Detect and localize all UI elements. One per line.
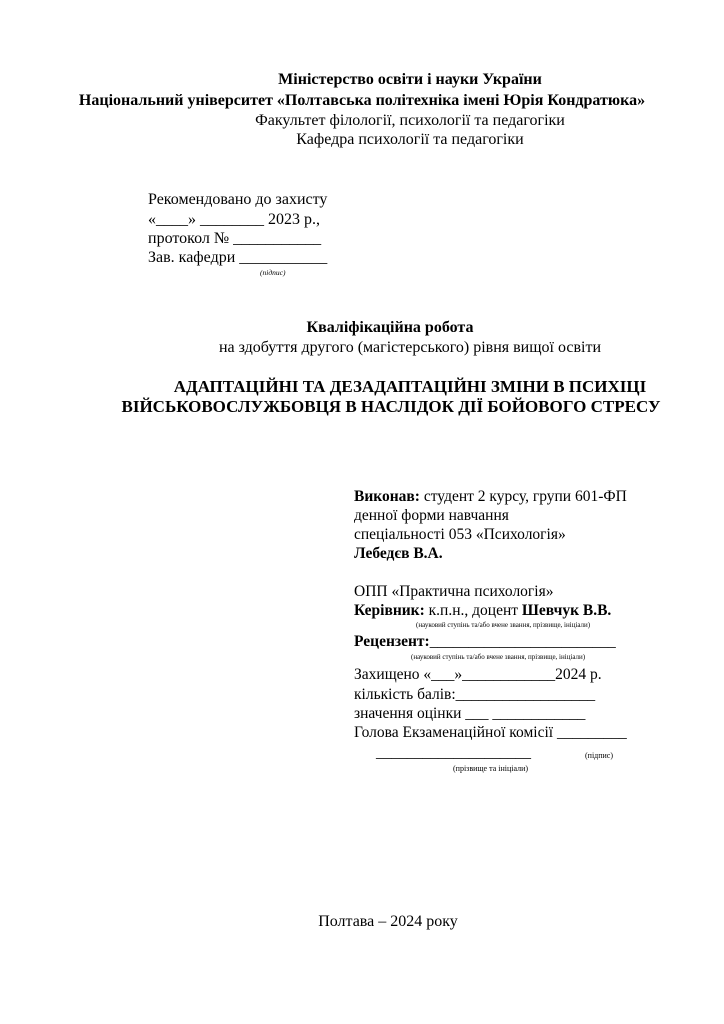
department-title: Кафедра психології та педагогіки xyxy=(296,131,524,148)
chair-signature-hint: (підпис) xyxy=(585,751,614,760)
grade-line: значення оцінки ___ ____________ xyxy=(354,705,586,722)
reviewer-label: Рецензент: xyxy=(354,633,430,650)
thesis-title-line2: ВІЙСЬКОВОСЛУЖБОВЦЯ В НАСЛІДОК ДІЇ БОЙОВОГО СТРЕСУ xyxy=(121,397,661,416)
approval-protocol: протокол № ___________ xyxy=(148,230,322,247)
reviewer-line xyxy=(354,632,616,651)
supervisor-rank: к.п.н., доцент xyxy=(424,602,522,619)
educational-program: ОПП «Практична психологія» xyxy=(354,583,554,600)
supervisor-hint: (науковий ступінь та/або вчене звання, прізвище, ініціали) xyxy=(416,621,591,629)
supervisor-name: Шевчук В.В. xyxy=(521,602,612,619)
author-study-form: денної форми навчання xyxy=(354,507,509,524)
supervisor-line xyxy=(354,601,611,620)
work-degree: на здобуття другого (магістерського) рівня вищої освіти xyxy=(218,339,602,356)
reviewer-hint: (науковий ступінь та/або вчене звання, прізвище, ініціали) xyxy=(411,653,586,661)
approval-head: Зав. кафедри ___________ xyxy=(148,249,328,266)
points-line: кількість балів:__________________ xyxy=(354,686,596,703)
author-specialty: спеціальності 053 «Психологія» xyxy=(354,526,566,543)
thesis-title-line1: АДАПТАЦІЙНІ ТА ДЕЗАДАПТАЦІЙНІ ЗМІНИ В ПСИХІЦІ xyxy=(173,377,647,396)
chair-name-hint: (прізвище та ініціали) xyxy=(453,764,529,773)
approval-recommended: Рекомендовано до захисту xyxy=(148,191,328,208)
approval-date: «____» ________ 2023 р., xyxy=(148,211,320,228)
commission-chair-line: Голова Екзаменаційної комісії _________ xyxy=(354,724,627,741)
chair-signature-blank: ____________________ xyxy=(376,744,531,761)
author-line1 xyxy=(354,487,627,506)
author-label: Виконав: xyxy=(354,488,420,505)
work-type: Кваліфікаційна робота xyxy=(306,319,474,336)
approval-signature-hint: (підпис) xyxy=(260,268,286,277)
author-course: студент 2 курсу, групи 601-ФП xyxy=(419,488,627,505)
supervisor-label: Керівник: xyxy=(354,602,425,619)
university-title: Національний університет «Полтавська політехніка імені Юрія Кондратюка» xyxy=(78,92,646,109)
reviewer-blank: ________________________ xyxy=(429,633,616,650)
author-name: Лебедєв В.А. xyxy=(354,545,443,562)
city-year: Полтава – 2024 року xyxy=(318,913,458,930)
faculty-title: Факультет філології, психології та педагогіки xyxy=(255,112,565,129)
defended-line: Захищено «___»____________2024 р. xyxy=(354,666,602,683)
ministry-title: Міністерство освіти і науки України xyxy=(278,71,542,88)
